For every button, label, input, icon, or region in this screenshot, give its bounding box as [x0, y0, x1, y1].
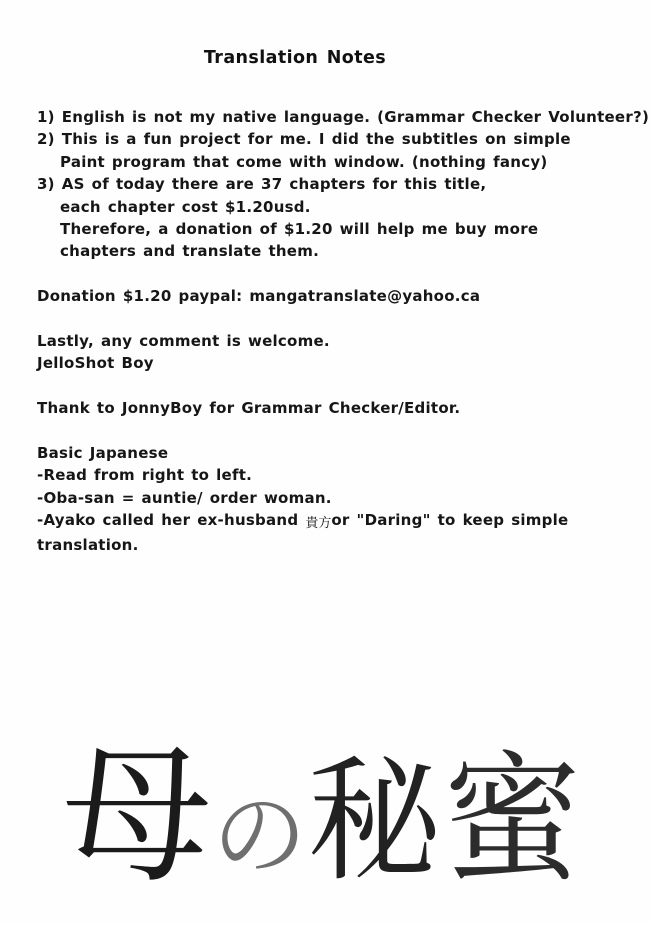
manga-title-logo [62, 730, 583, 904]
text-line [37, 509, 642, 533]
text-line: Lastly, any comment is welcome. [37, 332, 330, 351]
blank-line [37, 308, 642, 330]
text-line: Donation $1.20 paypal: mangatranslate@yahoo.ca [37, 287, 481, 306]
text-line: Therefore, a donation of $1.20 will help me buy more [60, 220, 539, 239]
text-line: Basic Japanese [37, 444, 169, 463]
logo-kanji-char: 蜜 [442, 739, 583, 902]
text-line: 1) English is not my native language. (Grammar Checker Volunteer?) [37, 108, 650, 126]
notes-body [37, 106, 650, 556]
blank-line [37, 375, 642, 397]
inline-kanji: 貴方 [305, 516, 332, 532]
text-line: JelloShot Boy [37, 354, 154, 373]
text-line: Thank to JonnyBoy for Grammar Checker/Editor. [37, 399, 461, 418]
text-segment: or "Daring" to keep simple [331, 511, 569, 530]
page-title: Translation Notes [203, 48, 387, 68]
logo-kanji-char: 秘 [307, 743, 443, 900]
text-line: chapters and translate them. [60, 242, 320, 261]
logo-kanji-char: 母 [62, 730, 213, 904]
logo-kanji-char: の [212, 781, 308, 891]
text-segment: -Ayako called her ex-husband [37, 511, 306, 530]
text-line: -Oba-san = auntie/ order woman. [37, 488, 332, 507]
text-line: each chapter cost $1.20usd. [60, 197, 311, 216]
text-line: translation. [37, 535, 139, 554]
blank-line [37, 263, 642, 285]
text-line: -Read from right to left. [37, 466, 253, 485]
text-line: 3) AS of today there are 37 chapters for this title, [37, 175, 487, 194]
text-line: 2) This is a fun project for me. I did the subtitles on simple [37, 130, 571, 149]
blank-line [37, 420, 642, 442]
text-line: Paint program that come with window. (nothing fancy) [60, 152, 548, 171]
